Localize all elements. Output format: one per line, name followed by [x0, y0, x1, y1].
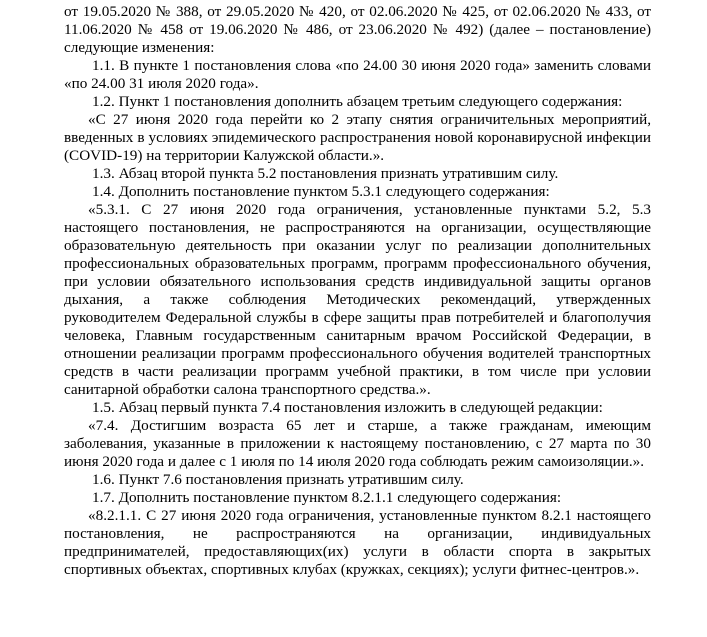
- document-page: [64, 3, 651, 579]
- paragraph-1-5: 1.5. Абзац первый пункта 7.4 постановления изложить в следующей редакции:: [92, 399, 603, 416]
- paragraph-1-6: 1.6. Пункт 7.6 постановления признать утратившим силу.: [92, 471, 464, 488]
- paragraph-1-2-quote: «С 27 июня 2020 года перейти ко 2 этапу снятия ограничительных мероприятий, введенных в условиях эпидемического распространения новой коронавирусной инфекции (COVID-19) на территории Калужской области.».: [64, 111, 651, 164]
- paragraph-7-4-quote: «7.4. Достигшим возраста 65 лет и старше, а также гражданам, имеющим заболевания, указанные в приложении к настоящему постановлению, с 27 марта по 30 июня 2020 года и далее с 1 июля по 14 июля 2020 года соблюдать режим самоизоляции.».: [64, 417, 651, 470]
- paragraph-1-4: 1.4. Дополнить постановление пунктом 5.3.1 следующего содержания:: [92, 183, 550, 200]
- paragraph-8-2-1-1-quote: «8.2.1.1. С 27 июня 2020 года ограничения, установленные пунктом 8.2.1 настоящего постановления, не распространяются на организации, индивидуальных предпринимателей, предоставляющих(их) услуги в области спорта в закрытых спортивных объектах, спортивных клубах (кружках, секциях); услуги фитнес-центров.».: [64, 507, 651, 578]
- paragraph-1-1: 1.1. В пункте 1 постановления слова «по 24.00 30 июня 2020 года» заменить словами «по 24.00 31 июля 2020 года».: [64, 57, 651, 92]
- paragraph-1-7: 1.7. Дополнить постановление пунктом 8.2.1.1 следующего содержания:: [92, 489, 562, 506]
- paragraph-1-2: 1.2. Пункт 1 постановления дополнить абзацем третьим следующего содержания:: [92, 93, 623, 110]
- paragraph-5-3-1-quote: «5.3.1. С 27 июня 2020 года ограничения, установленные пунктами 5.2, 5.3 настоящего постановления, не распространяются на организации, осуществляющие образовательную деятельность при оказании услуг по реализации дополнительных профессиональных образовательных программ, программ профессионального обучения, при условии обязательного использования средств индивидуальной защиты органов дыхания, а также соблюдения Методических рекомендаций, утвержденных руководителем Федеральной службы в сфере защиты прав потребителей и благополучия человека, Главным государственным санитарным врачом Российской Федерации, в отношении реализации программ профессионального обучения водителей транспортных средств в части реализации программ учебной практики, в том числе при условии санитарной обработки салона транспортного средства.».: [64, 201, 651, 398]
- paragraph-1-3: 1.3. Абзац второй пункта 5.2 постановления признать утратившим силу.: [92, 165, 559, 182]
- paragraph-amendments-intro: от 19.05.2020 № 388, от 29.05.2020 № 420, от 02.06.2020 № 425, от 02.06.2020 № 433, от 11.06.2020 № 458 от 19.06.2020 № 486, от 23.06.2020 № 492) (далее – постановление) следующие изменения:: [64, 3, 651, 56]
